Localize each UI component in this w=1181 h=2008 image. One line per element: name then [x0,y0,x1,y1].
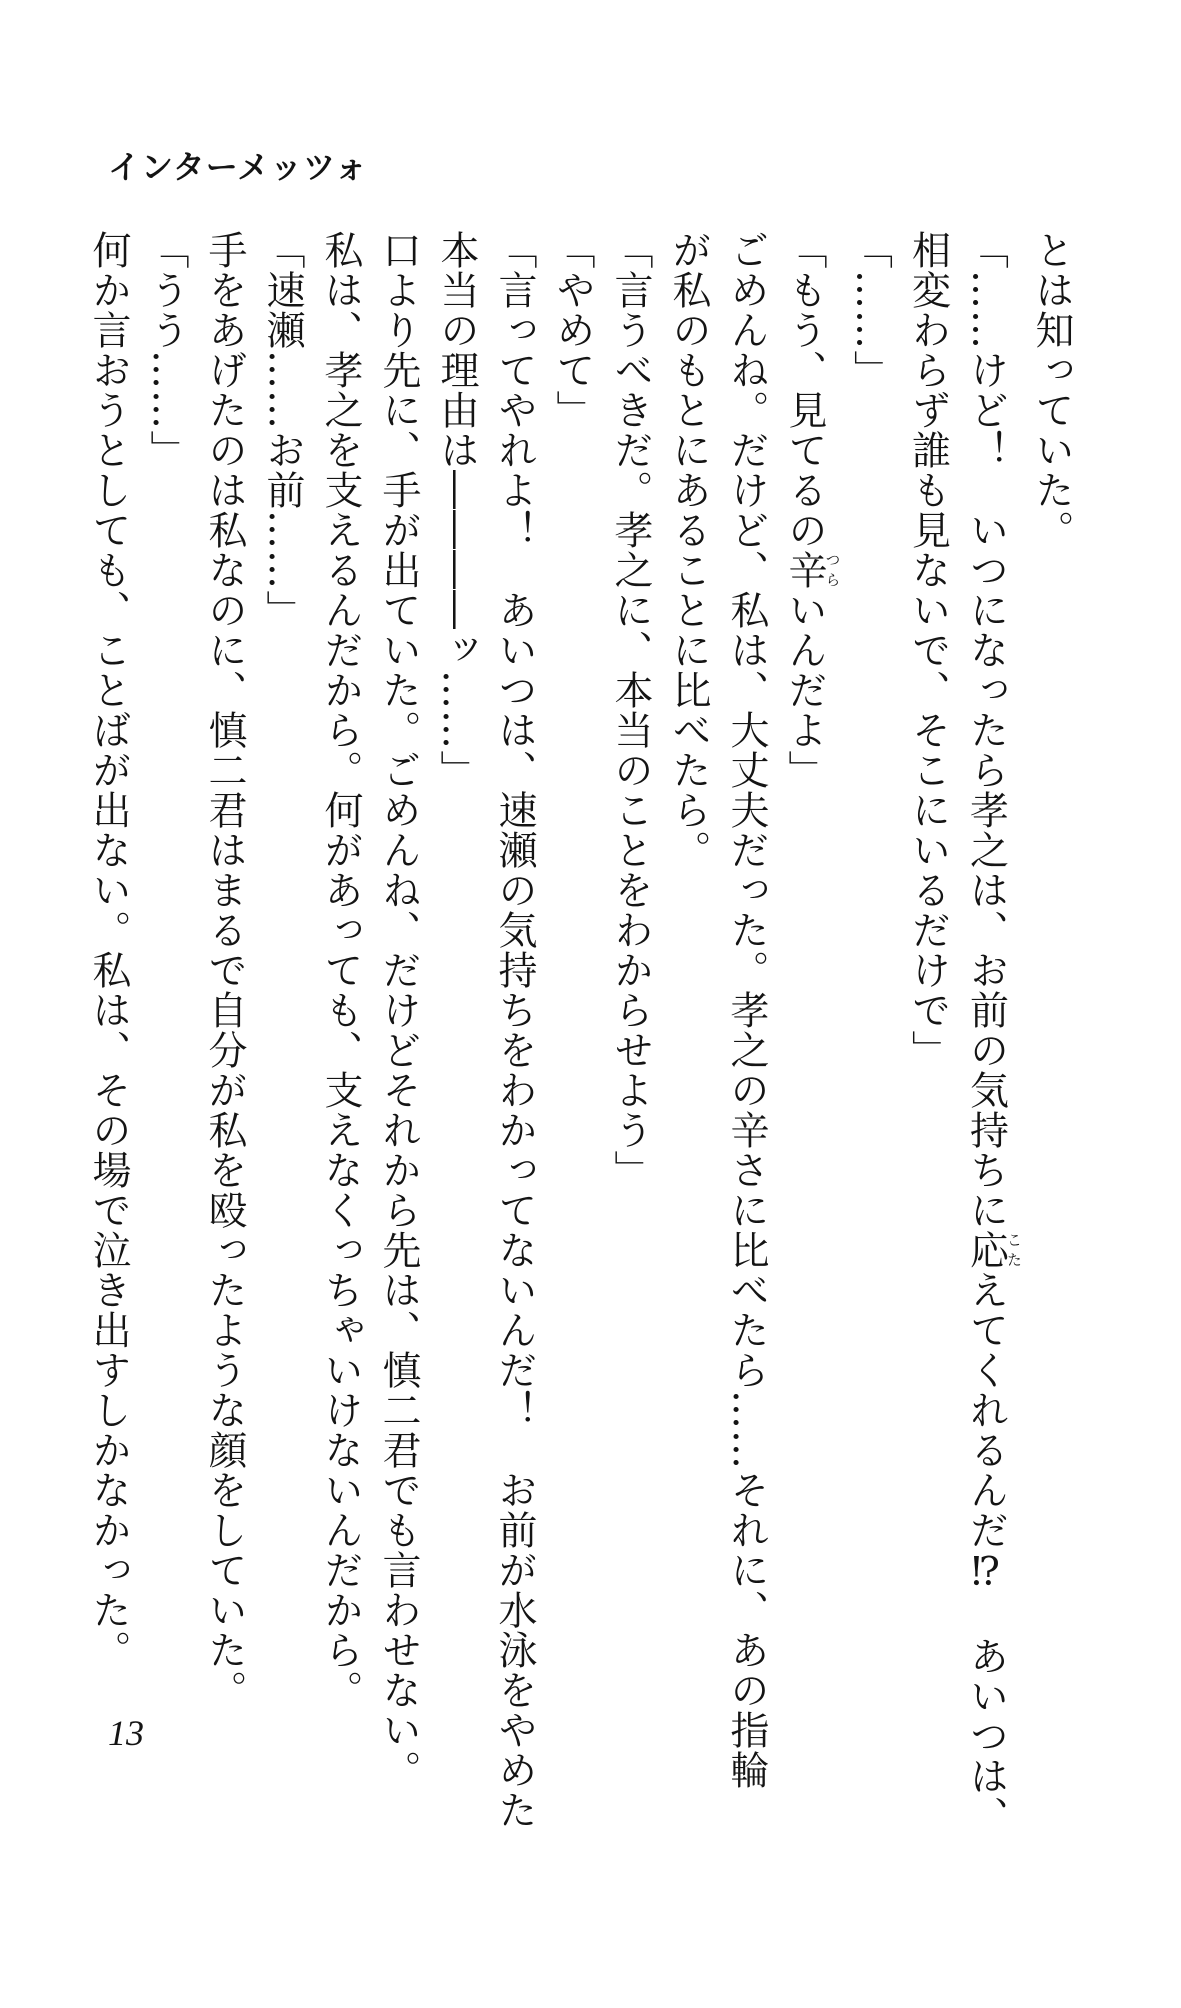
text-line: 「もう、見てるの辛つらいんだよ」 [782,230,842,790]
furigana-ruby: 応こた [963,1230,1023,1270]
text-line: が私のもとにあることに比べたら。 [666,230,711,870]
text-line: 「やめて」 [550,230,595,430]
text-line: 「言ってやれよ！ あいつは、速瀬の気持ちをわかってないんだ！ お前が水泳をやめた [492,230,537,1830]
text-line: とは知っていた。 [1029,230,1074,550]
text-line: 手をあげたのは私なのに、慎二君はまるで自分が私を殴ったような顔をしていた。 [202,230,247,1710]
text-line: 口より先に、手が出ていた。ごめんね、だけどそれから先は、慎二君でも言わせない。 [376,230,421,1790]
text-line: 何か言おうとしても、ことばが出ない。私は、その場で泣き出すしかなかった。 [86,230,131,1670]
text-line: 「うう……」 [144,230,189,470]
text-line: 「言うべきだ。孝之に、本当のことをわからせよう」 [608,230,653,1190]
page-number: 13 [108,1713,144,1753]
text-line: 「速瀬……お前……」 [260,230,305,630]
text-line: 相変わらず誰も見ないで、そこにいるだけで」 [905,230,951,1070]
running-head-title: インターメッツォ [108,148,368,186]
text-line: 私は、孝之を支えるんだから。何があっても、支えなくっちゃいけないんだから。 [318,230,363,1710]
text-line: 本当の理由は――――ッ……」 [434,230,479,790]
text-line: ごめんね。だけど、私は、大丈夫だった。孝之の辛さに比べたら……それに、あの指輪 [724,230,769,1790]
furigana-ruby: 辛つら [782,550,842,590]
text-line: 「……けど！ いつになったら孝之は、お前の気持ちに応こたえてくれるんだ⁉ あいつは、 [963,230,1023,1836]
text-line: 「……」 [847,230,893,390]
